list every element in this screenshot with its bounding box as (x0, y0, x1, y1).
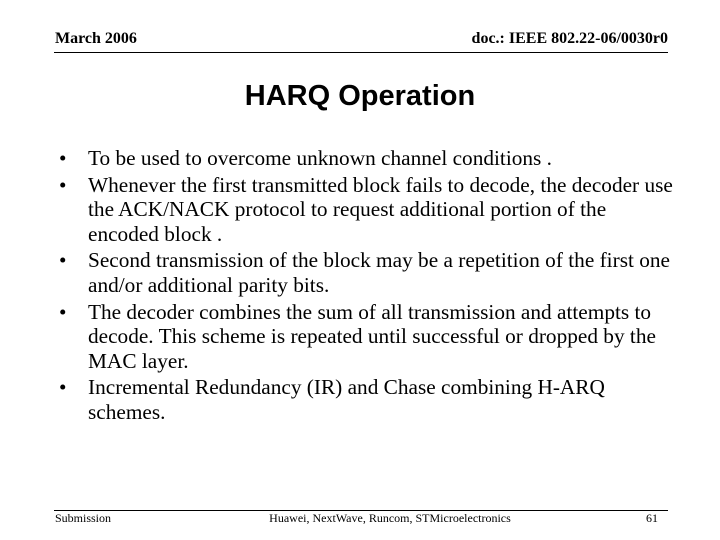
bullet-text: Incremental Redundancy (IR) and Chase combining H-ARQ schemes. (88, 375, 605, 424)
bullet-dot-icon: • (59, 248, 67, 273)
bullet-text: Whenever the first transmitted block fails to decode, the decoder use the ACK/NACK protocol to request additional portion of the encoded block . (88, 172, 673, 246)
bullet-dot-icon: • (59, 299, 67, 324)
bullet-item (57, 300, 677, 374)
bullet-item (57, 375, 677, 424)
bullet-dot-icon: • (59, 146, 67, 170)
header-divider (54, 52, 668, 53)
bullet-dot-icon: • (59, 375, 67, 400)
bullet-list (57, 146, 677, 427)
bullet-text: Second transmission of the block may be a repetition of the first one and/or additional parity bits. (88, 248, 670, 297)
header-date: March 2006 (55, 30, 137, 47)
bullet-dot-icon: • (59, 172, 67, 197)
bullet-item (57, 173, 677, 247)
slide-title: HARQ Operation (244, 80, 476, 112)
bullet-item (57, 146, 677, 171)
header-doc-id: doc.: IEEE 802.22-06/0030r0 (471, 30, 668, 47)
bullet-text: The decoder combines the sum of all transmission and attempts to decode. This scheme is repeated until successful or dropped by the MAC layer. (88, 299, 656, 373)
footer-page-number: 61 (646, 511, 658, 525)
bullet-text: To be used to overcome unknown channel conditions . (88, 146, 552, 170)
bullet-item (57, 248, 677, 297)
footer-submission: Submission (55, 511, 112, 525)
footer-authors: Huawei, NextWave, Runcom, STMicroelectronics (269, 511, 511, 525)
